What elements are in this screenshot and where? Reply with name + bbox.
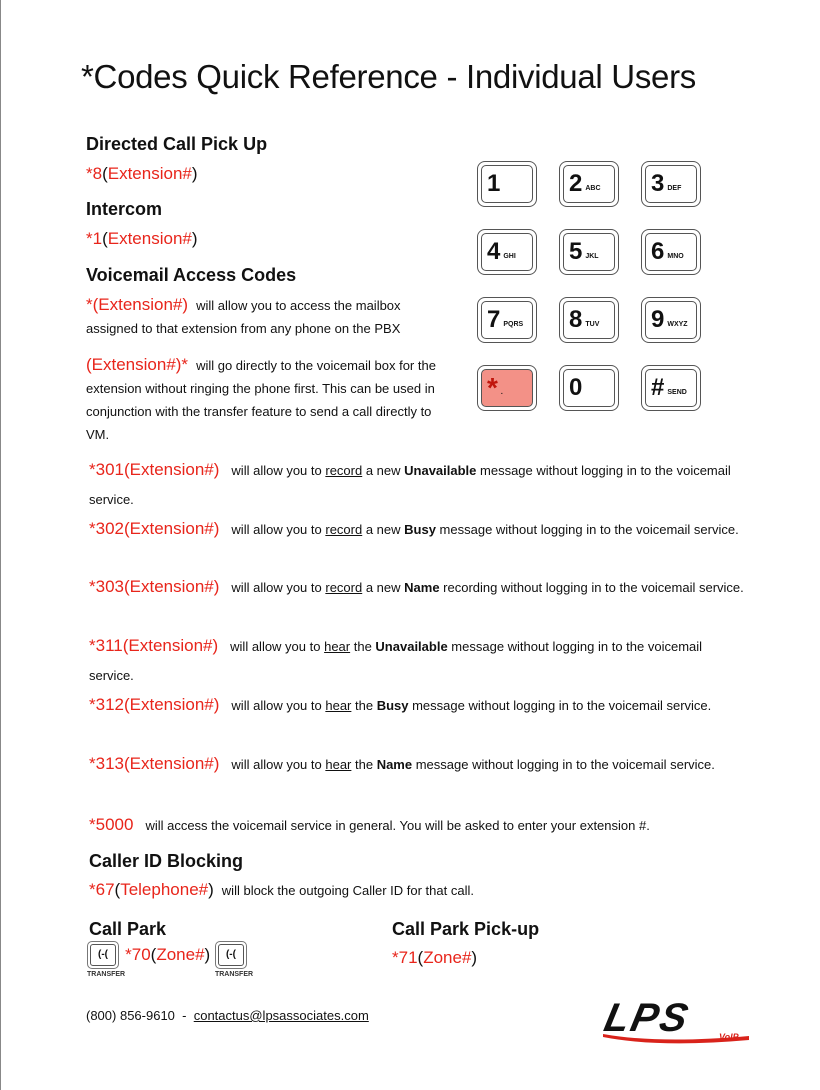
key-digit: 7 [487, 306, 501, 333]
logo-text: LPS [600, 996, 694, 1040]
transfer-label: TRANSFER [87, 971, 126, 978]
code: *312 [89, 694, 124, 714]
desc: will block the outgoing Caller ID for that call. [221, 883, 474, 898]
code-row [89, 631, 749, 690]
keypad-key [559, 229, 619, 275]
transfer-icon: (-( [218, 944, 244, 966]
park-code [87, 941, 253, 978]
key-digit: 9 [651, 306, 665, 333]
general-row [89, 810, 749, 840]
code-row [89, 749, 749, 779]
desc: message without logging in to the voicemail service. [89, 639, 703, 684]
transfer-button-icon [87, 941, 125, 978]
phone: (800) 856-9610 [86, 1008, 175, 1023]
arg: Zone# [156, 945, 205, 964]
arg: (Extension#) [122, 636, 219, 656]
pickup-heading: Call Park Pick-up [392, 919, 540, 939]
paren: ) [204, 945, 211, 964]
lps-logo [599, 996, 754, 1046]
keypad-key [559, 161, 619, 207]
paren: ) [191, 164, 198, 183]
key-digit: 5 [569, 238, 583, 265]
key-letters: MNO [667, 252, 684, 260]
desc: will allow you to [231, 697, 326, 713]
code: *67 [89, 880, 115, 899]
desc: message without logging in to the voicemail service. [89, 463, 731, 507]
footer [86, 1008, 369, 1023]
desc: a new [362, 463, 405, 478]
key-digit: 6 [651, 238, 665, 265]
verb: record [325, 521, 363, 537]
paren: ( [102, 229, 108, 248]
desc: will allow you to [231, 756, 326, 772]
voicemail-heading: Voicemail Access Codes [86, 265, 297, 285]
keypad-key [477, 365, 537, 411]
desc: message without logging in to the voicemail service. [412, 756, 715, 772]
key-digit: 8 [569, 306, 583, 333]
key-letters: DEF [667, 184, 682, 192]
key-letters: SEND [667, 388, 687, 396]
desc: the [351, 756, 377, 772]
paren: ) [191, 229, 198, 248]
key-digit: 3 [651, 170, 665, 197]
voicemail-b [86, 353, 438, 446]
paren: ) [208, 880, 214, 899]
page-title: *Codes Quick Reference - Individual Users [81, 58, 696, 95]
paren: ( [102, 164, 108, 183]
key-letters: ABC [585, 184, 601, 192]
verb: hear [325, 756, 352, 772]
key-letters: TUV [585, 320, 600, 328]
desc: will allow you to [231, 521, 326, 537]
desc: a new [362, 580, 405, 596]
code-row [89, 690, 749, 720]
desc: message without logging in to the voicemail service. [408, 697, 712, 713]
code: *5000 [89, 815, 134, 834]
code: *1 [86, 229, 103, 248]
key-letters: PQRS [503, 320, 524, 328]
message-type: Name [376, 756, 413, 772]
keypad-key [477, 229, 537, 275]
keypad-key [559, 365, 619, 411]
key-letters: WXYZ [667, 320, 688, 328]
keypad-key [559, 297, 619, 343]
paren: ( [150, 945, 157, 964]
verb: record [325, 463, 363, 478]
desc: will access the voicemail service in general. You will be asked to enter your extension #. [145, 818, 650, 833]
code: (Extension#)* [86, 355, 189, 374]
paren: ( [114, 880, 121, 899]
code: *302 [89, 518, 124, 538]
code: *303 [89, 577, 124, 597]
key-digit: # [651, 374, 665, 401]
code: *311 [89, 636, 123, 656]
arg: Extension# [107, 229, 192, 248]
code: *8 [86, 164, 103, 183]
code: *313 [89, 753, 124, 773]
keypad-key [477, 297, 537, 343]
key-digit: 4 [487, 238, 501, 265]
message-type: Unavailable [375, 639, 448, 655]
key-letters: GHI [503, 252, 516, 260]
logo-sub: VoIP [719, 1032, 739, 1042]
desc: the [350, 639, 376, 655]
directed-heading: Directed Call Pick Up [86, 134, 268, 154]
desc: will allow you to access the mailbox assigned to that extension from any phone on the PBX [86, 298, 401, 336]
callerid-code [89, 880, 474, 900]
intercom-code [86, 229, 198, 249]
paren: ( [417, 948, 424, 967]
code-row [89, 514, 749, 544]
verb: hear [324, 639, 351, 655]
code: *(Extension#) [86, 295, 189, 314]
arg: (Extension#) [123, 694, 220, 714]
paren: ) [471, 948, 478, 967]
keypad-key [641, 229, 701, 275]
message-type: Busy [404, 521, 436, 537]
key-digit: 1 [487, 170, 501, 197]
arg: Telephone# [120, 880, 209, 899]
code: *301 [89, 460, 124, 479]
arg: (Extension#) [123, 518, 220, 538]
keypad-key [641, 297, 701, 343]
arg: Extension# [107, 164, 192, 183]
key-letters: . [500, 388, 503, 396]
desc: the [351, 697, 377, 713]
desc: a new [362, 521, 405, 537]
desc: will allow you to [231, 463, 326, 478]
callerid-heading: Caller ID Blocking [89, 851, 244, 871]
separator: - [182, 1008, 187, 1023]
keypad-key [641, 161, 701, 207]
key-digit: 2 [569, 170, 583, 197]
key-digit: 0 [569, 374, 583, 401]
transfer-button-icon [215, 941, 253, 978]
keypad-key [641, 365, 701, 411]
verb: record [325, 580, 363, 596]
message-type: Name [404, 580, 440, 596]
intercom-heading: Intercom [86, 199, 163, 219]
code-row [89, 455, 749, 514]
arg: (Extension#) [123, 753, 220, 773]
desc: will allow you to [231, 580, 326, 596]
park-heading: Call Park [89, 919, 167, 939]
desc: will go directly to the voicemail box for the extension without ringing the phone first. This can be used in conjunction with the transfer feature to send a call directly to VM. [86, 358, 436, 442]
transfer-label: TRANSFER [214, 971, 254, 978]
key-letters: JKL [585, 252, 599, 260]
code-row [89, 572, 749, 602]
desc: will allow you to [230, 639, 325, 655]
transfer-icon: (-( [90, 944, 116, 966]
desc: recording without logging in to the voicemail service. [439, 580, 744, 596]
keypad-image [477, 161, 705, 411]
verb: hear [325, 697, 352, 713]
arg: (Extension#) [123, 577, 220, 597]
desc: message without logging in to the voicemail service. [435, 521, 739, 537]
message-type: Unavailable [404, 463, 477, 478]
directed-code [86, 164, 198, 184]
email-link[interactable]: contactus@lpsassociates.com [193, 1008, 369, 1023]
key-digit: * [487, 372, 498, 403]
code: *70 [125, 945, 151, 964]
message-type: Busy [376, 697, 409, 713]
keypad-key [477, 161, 537, 207]
arg: (Extension#) [123, 460, 220, 479]
voicemail-a [86, 293, 436, 340]
arg: Zone# [423, 948, 472, 967]
code: *71 [392, 948, 418, 967]
pickup-code [392, 948, 477, 968]
